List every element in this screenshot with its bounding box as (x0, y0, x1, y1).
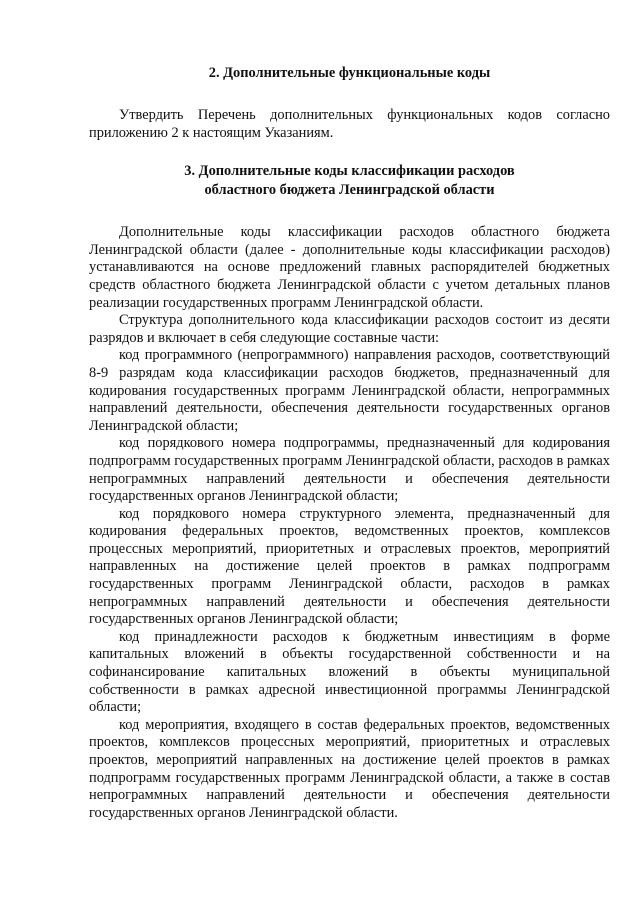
section-3-paragraph: код порядкового номера структурного элемента, предназначенный для кодирования федеральных проектов, ведомственных проектов, комплексов процессных мероприятий, приоритетных и отраслевых проектов, мероприятий направленных на достижение целей проектов в рамках подпрограмм государственных программ Ленинградской области, расходов в рамках непрограммных направлений деятельности и обеспечения деятельности государственных органов Ленинградской области; (89, 505, 610, 628)
section-2-heading: 2. Дополнительные функциональные коды (208, 65, 491, 81)
section-3-paragraph: код порядкового номера подпрограммы, предназначенный для кодирования подпрограмм государственных программ Ленинградской области, расходов в рамках непрограммных направлений деятельности и обеспечения деятельности государственных органов Ленинградской области; (89, 435, 610, 505)
section-2-paragraph: Утвердить Перечень дополнительных функциональных кодов согласно приложению 2 к настоящим Указаниям. (89, 107, 610, 141)
document-page (89, 64, 610, 822)
section-3-paragraph: код принадлежности расходов к бюджетным инвестициям в форме капитальных вложений в объекты государственной собственности и на софинансирование капитальных вложений в объекты муниципальной собственности в рамках адресной инвестиционной программы Ленинградской области; (89, 628, 610, 716)
section-3-heading-line-1: 3. Дополнительные коды классификации расходов (184, 163, 515, 180)
section-3-heading-line-2: областного бюджета Ленинградской области (204, 182, 495, 199)
section-3-paragraph: Дополнительные коды классификации расходов областного бюджета Ленинградской области (далее - дополнительные коды классификации расходов) устанавливаются на основе предложений главных распорядителей бюджетных средств областного бюджета Ленинградской области с учетом детальных планов реализации государственных программ Ленинградской области. (89, 224, 610, 311)
section-3-paragraph: Структура дополнительного кода классификации расходов состоит из десяти разрядов и включает в себя следующие составные части: (89, 312, 610, 346)
section-3-paragraph: код программного (непрограммного) направления расходов, соответствующий 8-9 разрядам кода классификации расходов бюджетов, предназначенный для кодирования государственных программ Ленинградской области, непрограммных направлений деятельности, обеспечения деятельности государственных органов Ленинградской области; (89, 347, 610, 434)
section-3-paragraph: код мероприятия, входящего в состав федеральных проектов, ведомственных проектов, комплексов процессных мероприятий, приоритетных и отраслевых проектов, мероприятий направленных на достижение целей проектов в рамках подпрограмм государственных программ Ленинградской области, а также в состав непрограммных направлений деятельности и обеспечения деятельности государственных органов Ленинградской области. (89, 716, 610, 821)
